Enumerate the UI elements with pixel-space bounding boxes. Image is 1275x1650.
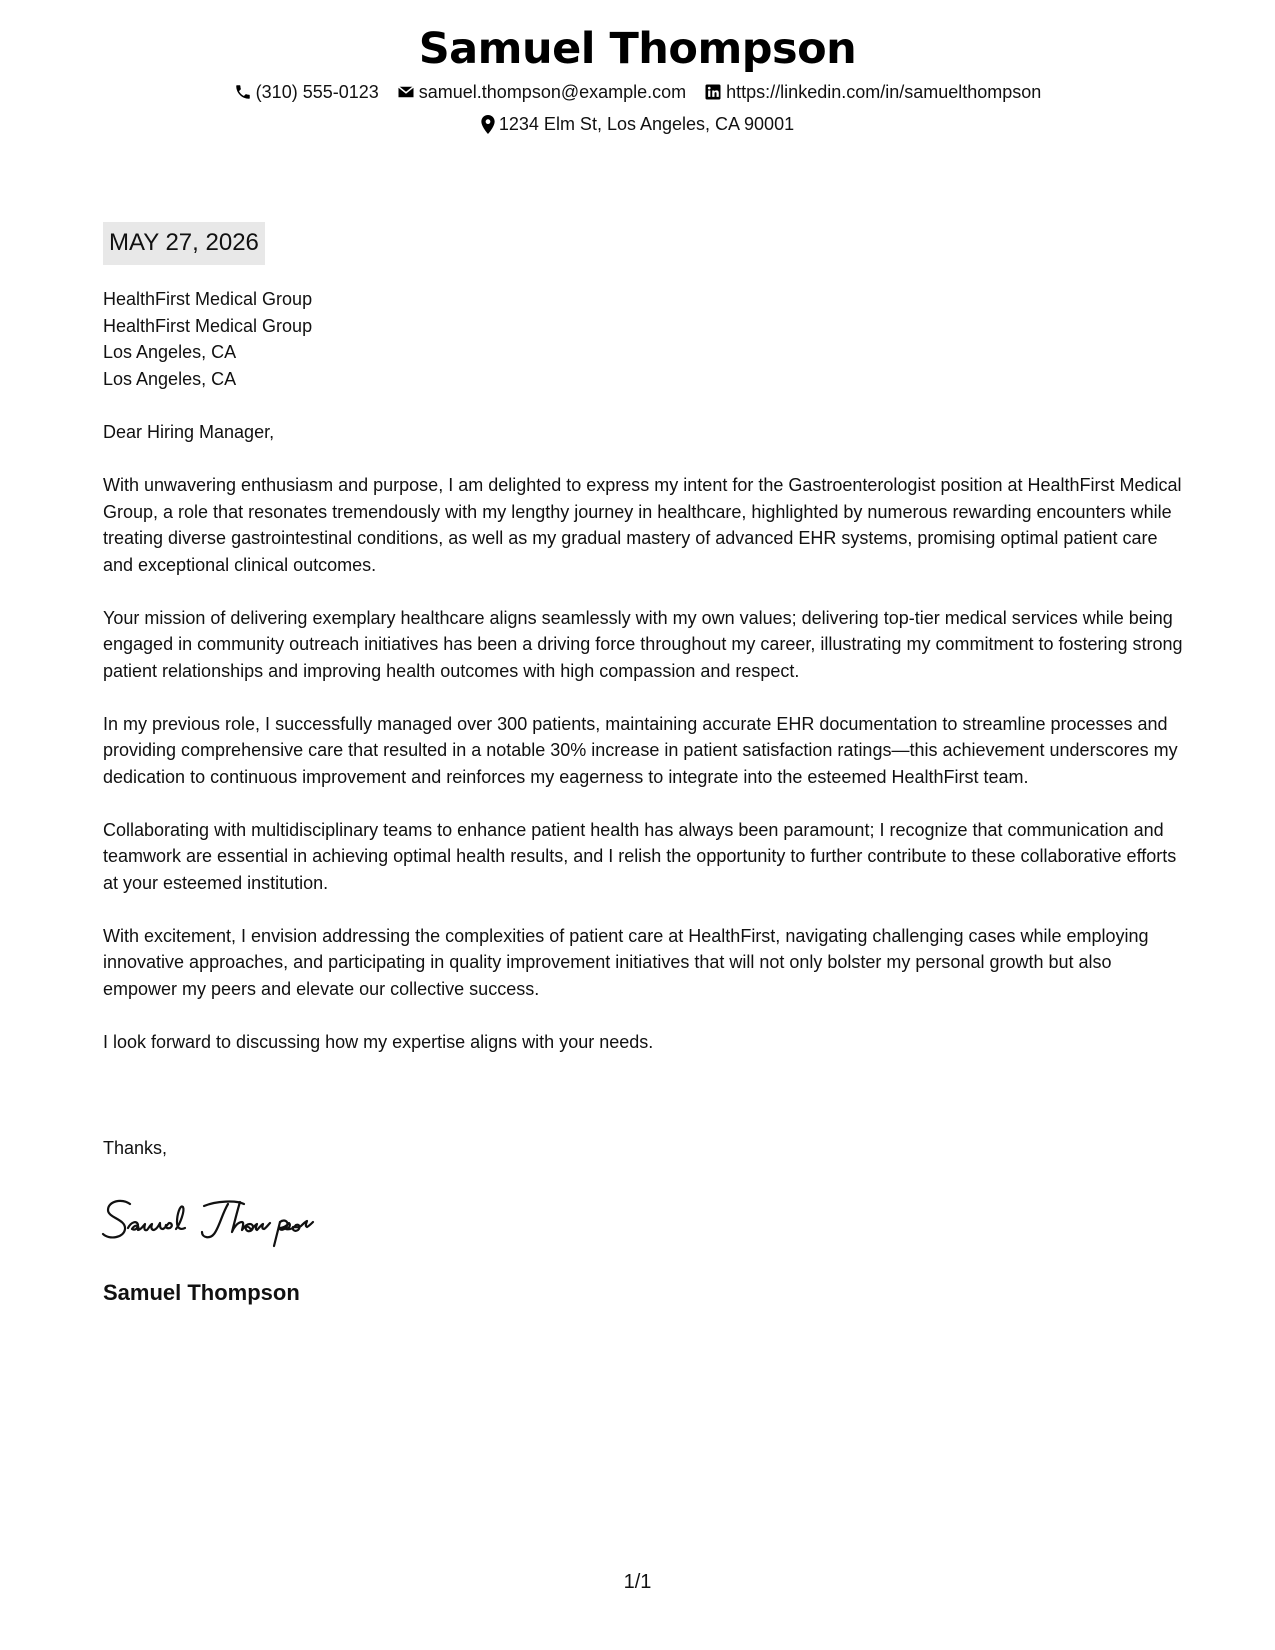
contact-phone (234, 80, 379, 104)
linkedin-icon (704, 83, 722, 101)
closing: Thanks, (103, 1138, 168, 1158)
envelope-icon (397, 83, 415, 101)
contact-email[interactable] (397, 80, 686, 104)
phone-text: (310) 555-0123 (255, 82, 379, 102)
address-row (0, 112, 1275, 136)
body-paragraph: In my previous role, I successfully managed over 300 patients, maintaining accurate EHR documentation to streamline processes and providing comprehensive care that resulted in a notable 30% increase in patient satisfaction ratings—this achievement underscores my dedication to continuous improvement and reinforces my eagerness to integrate into the esteemed HealthFirst team. (103, 713, 1178, 787)
page-number: 1/1 (623, 1571, 652, 1593)
phone-icon (234, 83, 252, 101)
letter-body (103, 419, 1183, 1082)
body-paragraph: I look forward to discussing how my expertise aligns with your needs. (103, 1031, 654, 1052)
signature-image (100, 1188, 370, 1258)
email-link[interactable]: samuel.thompson@example.com (418, 82, 687, 102)
signed-name: Samuel Thompson (103, 1280, 300, 1305)
letter-date: MAY 27, 2026 (103, 222, 265, 265)
body-paragraph: With unwavering enthusiasm and purpose, I am delighted to express my intent for the Gastroenterologist position at HealthFirst Medical Group, a role that resonates tremendously with my lengthy journey in healthcare, highlighted by numerous rewarding encounters while treating diverse gastrointestinal conditions, as well as my gradual mastery of advanced EHR systems, promising optimal patient care and exceptional clinical outcomes. (103, 475, 1182, 575)
body-paragraph: With excitement, I envision addressing the complexities of patient care at HealthFirst, navigating challenging cases while employing innovative approaches, and participating in quality improvement initiatives that will not only bolster my personal growth but also empower my peers and elevate our collective success. (103, 925, 1149, 999)
linkedin-link[interactable]: https://linkedin.com/in/samuelthompson (726, 82, 1042, 102)
letter-header (0, 22, 1275, 136)
contact-address (481, 112, 794, 136)
body-paragraph: Collaborating with multidisciplinary teams to enhance patient health has always been paramount; I recognize that communication and teamwork are essential in achieving optimal health results, and I relish the opportunity to further contribute to these collaborative efforts at your esteemed institution. (103, 819, 1177, 893)
address-text: 1234 Elm St, Los Angeles, CA 90001 (498, 114, 795, 134)
applicant-name: Samuel Thompson (418, 24, 857, 74)
handwritten-signature (100, 1188, 370, 1263)
recipient-line: Los Angeles, CA (103, 342, 237, 362)
recipient-line: HealthFirst Medical Group (103, 289, 313, 309)
recipient-line: Los Angeles, CA (103, 368, 237, 389)
map-marker-icon (481, 115, 495, 134)
recipient-line: HealthFirst Medical Group (103, 315, 313, 336)
salutation: Dear Hiring Manager, (103, 422, 275, 442)
contact-linkedin[interactable] (704, 80, 1041, 104)
contact-row (0, 80, 1275, 104)
recipient-block (103, 286, 312, 392)
body-paragraph: Your mission of delivering exemplary healthcare aligns seamlessly with my own values; delivering top-tier medical services while being engaged in community outreach initiatives has been a driving force throughout my career, illustrating my commitment to fostering strong patient relationships and improving health outcomes with high compassion and respect. (103, 607, 1183, 681)
